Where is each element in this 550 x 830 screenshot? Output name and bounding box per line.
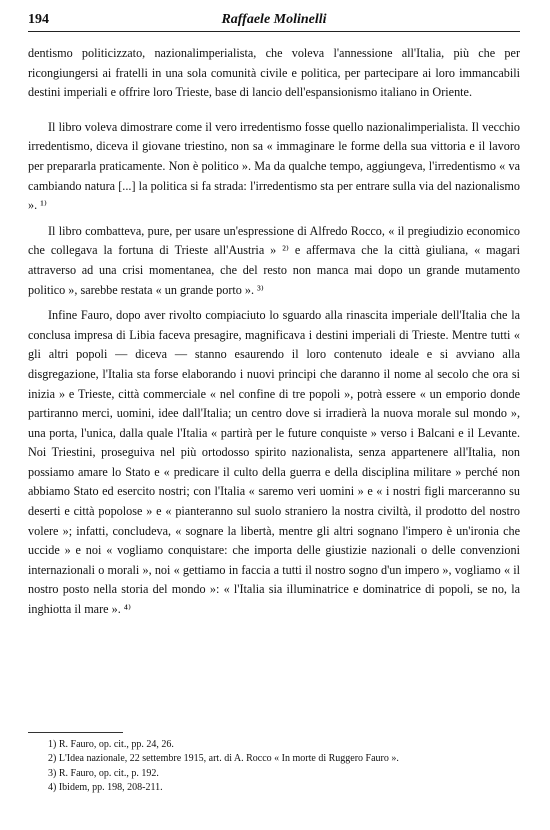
page-header xyxy=(28,10,520,30)
footnote xyxy=(48,767,520,781)
footnote-text: L'Idea nazionale, 22 settembre 1915, art. di A. Rocco « In morte di Ruggero Fauro ». xyxy=(58,753,399,765)
footnote xyxy=(48,781,520,795)
footnotes xyxy=(48,738,520,796)
footnote-rule xyxy=(28,732,123,733)
running-head: Raffaele Molinelli xyxy=(221,12,327,27)
paragraph: Il libro combatteva, pure, per usare un'espressione di Alfredo Rocco, « il pregiudizio economico che collegava la fortuna di Trieste all'Austria » ²⁾ e affermava che la città giuliana, « magari attraverso ad una crisi momentanea, che del resto non manca mai dopo un grande mutamento politico », sarebbe restata « un grande porto ». ³⁾ xyxy=(28,223,520,297)
header-rule xyxy=(28,31,520,32)
footnote-text: Ibidem, pp. 198, 208-211. xyxy=(58,782,163,794)
footnote-number: 1) xyxy=(48,739,57,750)
footnote-number: 2) xyxy=(48,753,57,765)
page-number: 194 xyxy=(28,12,49,27)
footnote-text: R. Fauro, op. cit., pp. 24, 26. xyxy=(58,739,174,750)
footnote-number: 3) xyxy=(48,767,57,779)
paragraph-continuation: dentismo politicizzato, nazionalimperialista, che voleva l'annessione all'Italia, più che per ricongiungersi ai fratelli in una sola comunità civile e politica, per partecipare ai loro immancabili destini imperiali e offrire loro Trieste, base di lancio dell'espansionismo italiano in Oriente. xyxy=(28,46,520,100)
page-body xyxy=(28,44,520,620)
footnote-number: 4) xyxy=(48,782,57,794)
paragraph: Il libro voleva dimostrare come il vero irredentismo fosse quello nazionalimperialista. Il vecchio irredentismo, diceva il giovane triestino, non sa « immaginare le forme della sua vittoria e il lavoro per prepararla praticamente. Non è politico ». Ma da qualche tempo, aggiungeva, l'irredentismo « va cambiando natura [...] la politica si fa strada: l'irredentismo sta per entrare sulla via del nazionalismo ». ¹⁾ xyxy=(28,119,520,213)
paragraph: Infine Fauro, dopo aver rivolto compiaciuto lo sguardo alla rinascita imperiale dell'Italia che la conclusa impresa di Libia faceva presagire, magnificava i destini imperiali di Trieste. Mentre tutti « gli altri popoli — diceva — stanno esaurendo il loro contenuto ideale e si avviano alla disgregazione, l'Italia sta forse elaborando i nuovi principi che daranno il nome al secolo che ora si inizia » e Trieste, città commerciale « nel confine di tre popoli », potrà essere « un emporio donde partiranno merci, uomini, idee dall'Italia; un centro dove si irradierà la nuova morale sul mondo », una porta, l'unica, dalla quale l'Italia « partirà per le future conquiste » verso i Balcani e il Levante. Noi Triestini, proseguiva nel più ortodosso spirito nazionalista, senza appartenere all'Italia, non possiamo amare lo Stato e « predicare il culto della guerra e della disciplina militare » perché non abbiamo Stato ed esercito nostri; con l'Italia « saremo veri uomini » e « i nostri figli marceranno su deserti e città popolose » e « pianteranno sul suolo straniero la nostra civiltà, il prodotto del nostro volere »; infatti, concludeva, « sognare la libertà, mentre gli altri sognano l'impero è un'ironia che uccide » e noi « vogliamo conquistare: che importa delle giustizie nazionali o delle convenzioni internazionali o morali », noi « gettiamo in faccia a tutti il nostro sogno d'un impero », vogliamo « il nostro posto nella storia del mondo »: « l'Italia sia illuminatrice e dominatrice di popoli, se no, la inghiotta il mare ». ⁴⁾ xyxy=(28,308,520,617)
footnote-text: R. Fauro, op. cit., p. 192. xyxy=(58,767,159,779)
footnote xyxy=(48,738,520,752)
footnote xyxy=(48,752,520,766)
